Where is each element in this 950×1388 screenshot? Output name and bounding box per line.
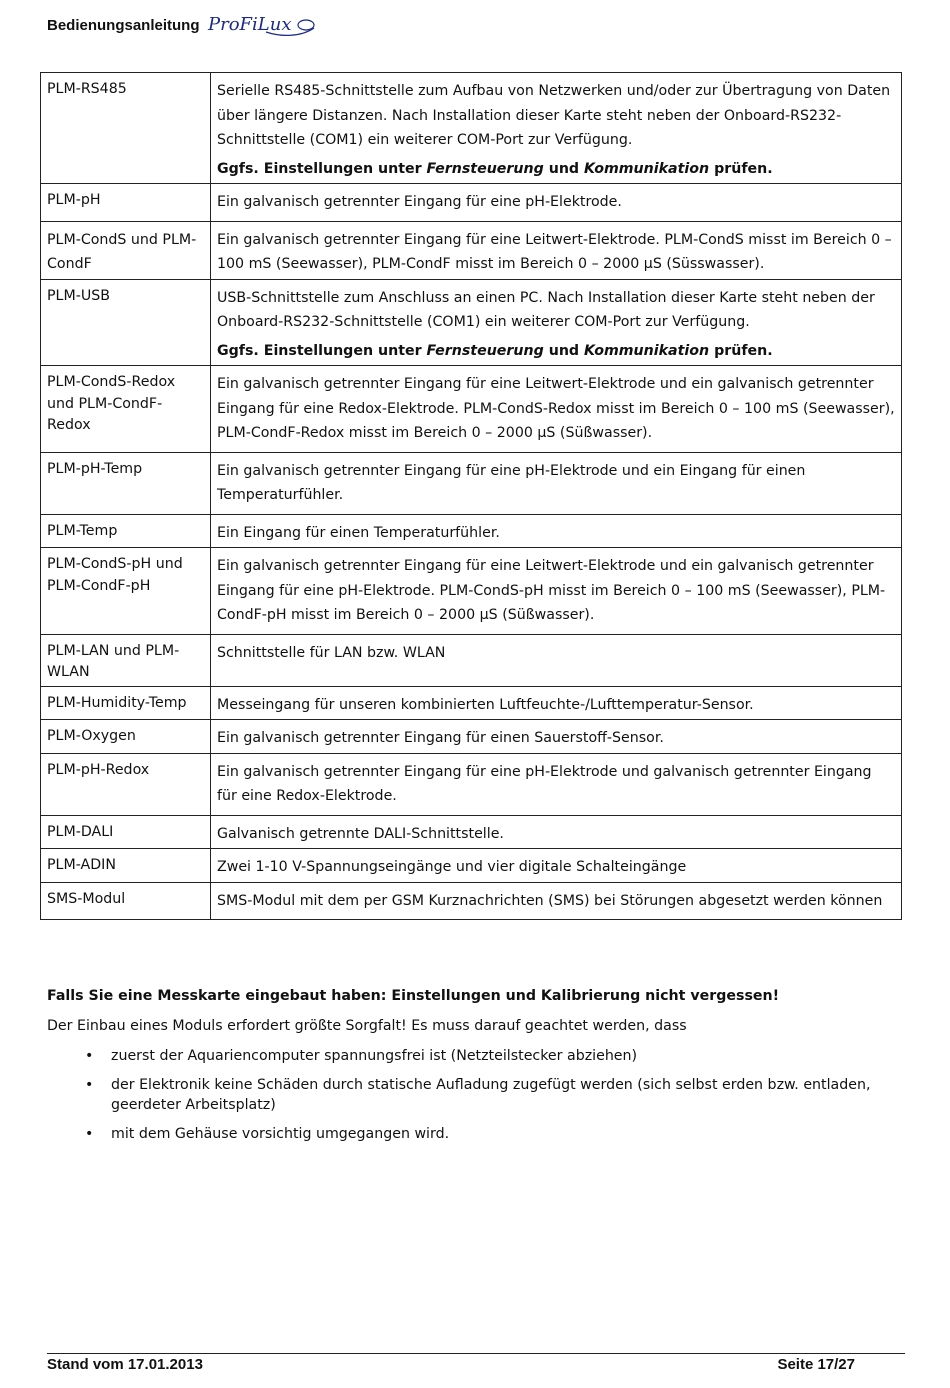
module-description: SMS-Modul mit dem per GSM Kurznachrichten (SMS) bei Störungen abgesetzt werden können [211,882,902,920]
module-description: Ein galvanisch getrennter Eingang für eine Leitwert-Elektrode. PLM-CondS misst im Bereich 0 – 100 mS (Seewasser), PLM-CondF misst im Bereich 0 – 2000 µS (Süsswasser). [211,221,902,279]
table-row [41,882,902,920]
table-row [41,753,902,815]
list-item: • mit dem Gehäuse vorsichtig umgegangen wird. [85,1126,450,1142]
module-name: SMS-Modul [41,882,211,920]
installation-intro: Der Einbau eines Moduls erfordert größte Sorgfalt! Es muss darauf geachtet werden, dass [47,1018,687,1034]
table-row [41,720,902,754]
module-description: USB-Schnittstelle zum Anschluss an einen PC. Nach Installation dieser Karte steht neben der Onboard-RS232-Schnittstelle (COM1) ein weiterer COM-Port zur Verfügung. Ggfs. Einstellungen unter Fernsteuerung und Kommunikation prüfen. [211,279,902,366]
module-description: Ein galvanisch getrennter Eingang für eine Leitwert-Elektrode und ein galvanisch getrennter Eingang für eine Redox-Elektrode. PLM-CondS-Redox misst im Bereich 0 – 100 mS (Seewasser), PLM-CondF-Redox misst im Bereich 0 – 2000 µS (Süßwasser). [211,366,902,453]
table-row [41,184,902,222]
bullet-icon: • [85,1077,94,1093]
header-title: Bedienungsanleitung [47,16,200,34]
module-name: PLM-pH-Redox [41,753,211,815]
calibration-warning: Falls Sie eine Messkarte eingebaut haben: Einstellungen und Kalibrierung nicht vergessen! [47,988,780,1004]
module-name: PLM-RS485 [41,73,211,184]
list-item: • der Elektronik keine Schäden durch statische Aufladung zugefügt werden (sich selbst erden bzw. entladen, geerdeter Arbeitsplatz) [85,1077,871,1113]
footer-divider [47,1353,905,1354]
module-description: Messeingang für unseren kombinierten Luftfeuchte-/Lufttemperatur-Sensor. [211,686,902,720]
module-name: PLM-USB [41,279,211,366]
module-name: PLM-Humidity-Temp [41,686,211,720]
module-name: PLM-CondS-pH und PLM-CondF-pH [41,548,211,635]
module-description: Galvanisch getrennte DALI-Schnittstelle. [211,815,902,849]
module-name: PLM-LAN und PLM-WLAN [41,634,211,686]
installation-notes [47,986,907,1153]
page-header [47,8,318,42]
module-name: PLM-Oxygen [41,720,211,754]
module-description: Zwei 1-10 V-Spannungseingänge und vier digitale Schalteingänge [211,849,902,883]
module-description: Ein galvanisch getrennter Eingang für eine pH-Elektrode. [211,184,902,222]
table-row [41,221,902,279]
settings-note: Ggfs. Einstellungen unter Fernsteuerung und Kommunikation prüfen. [217,342,773,359]
profilux-logo [206,10,318,40]
table-row [41,686,902,720]
page-footer [47,1356,855,1373]
table-row [41,366,902,453]
table-row [41,73,902,184]
module-name: PLM-pH [41,184,211,222]
table-row [41,514,902,548]
module-name: PLM-CondS und PLM-CondF [41,221,211,279]
bullet-icon: • [85,1048,94,1064]
precaution-list [47,1046,907,1144]
module-description: Ein galvanisch getrennter Eingang für eine pH-Elektrode und galvanisch getrennter Eingang für eine Redox-Elektrode. [211,753,902,815]
table-row [41,548,902,635]
table-row [41,279,902,366]
bullet-icon: • [85,1126,94,1142]
table-row [41,452,902,514]
module-name: PLM-pH-Temp [41,452,211,514]
module-description: Ein Eingang für einen Temperaturfühler. [211,514,902,548]
settings-note: Ggfs. Einstellungen unter Fernsteuerung und Kommunikation prüfen. [217,160,773,177]
footer-date: Stand vom 17.01.2013 [47,1356,203,1373]
module-name: PLM-DALI [41,815,211,849]
table-row [41,815,902,849]
module-name: PLM-ADIN [41,849,211,883]
list-item: • zuerst der Aquariencomputer spannungsfrei ist (Netzteilstecker abziehen) [85,1048,638,1064]
module-table [40,72,902,920]
module-name: PLM-Temp [41,514,211,548]
module-description: Ein galvanisch getrennter Eingang für eine pH-Elektrode und ein Eingang für einen Temperaturfühler. [211,452,902,514]
module-name: PLM-CondS-Redox und PLM-CondF-Redox [41,366,211,453]
table-row [41,634,902,686]
module-description: Ein galvanisch getrennter Eingang für einen Sauerstoff-Sensor. [211,720,902,754]
module-description: Ein galvanisch getrennter Eingang für eine Leitwert-Elektrode und ein galvanisch getrennter Eingang für eine pH-Elektrode. PLM-CondS-pH misst im Bereich 0 – 100 mS (Seewasser), PLM-CondF-pH misst im Bereich 0 – 2000 µS (Süßwasser). [211,548,902,635]
page-number: Seite 17/27 [777,1356,855,1373]
table-row [41,849,902,883]
svg-text:ProFiLux: ProFiLux [207,14,292,35]
module-description: Schnittstelle für LAN bzw. WLAN [211,634,902,686]
module-description: Serielle RS485-Schnittstelle zum Aufbau von Netzwerken und/oder zur Übertragung von Daten über längere Distanzen. Nach Installation dieser Karte steht neben der Onboard-RS232-Schnittstelle (COM1) ein weiterer COM-Port zur Verfügung. Ggfs. Einstellungen unter Fernsteuerung und Kommunikation prüfen. [211,73,902,184]
